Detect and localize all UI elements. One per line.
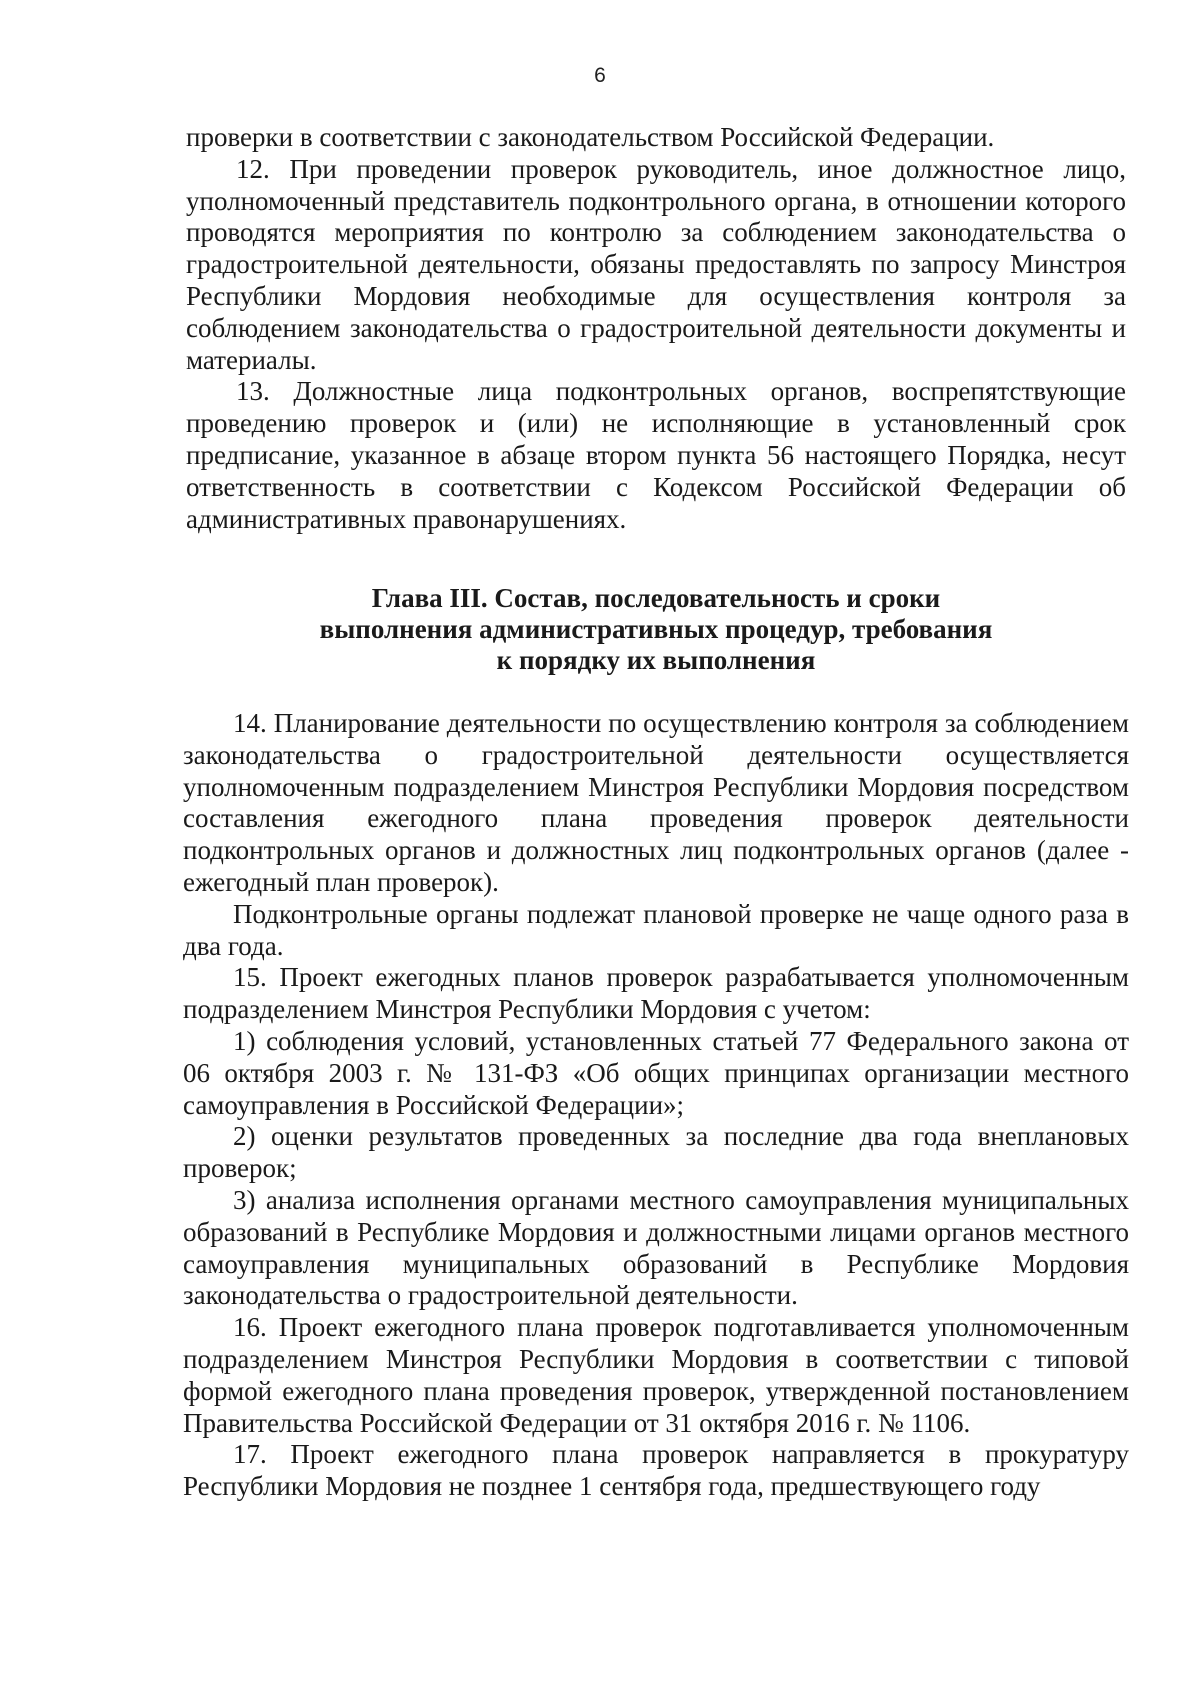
paragraph-subitem-2: 2) оценки результатов проведенных за последние два года внеплановых проверок; bbox=[183, 1121, 1129, 1184]
paragraph-item-15: 15. Проект ежегодных планов проверок разрабатывается уполномоченным подразделением Минстроя Республики Мордовия с учетом: bbox=[183, 962, 1129, 1025]
page-number: 6 bbox=[594, 64, 606, 87]
paragraph-item-12: 12. При проведении проверок руководитель, иное должностное лицо, уполномоченный представитель подконтрольного органа, в отношении которого проводятся мероприятия по контролю за соблюдением законодательства о градостроительной деятельности, обязаны предоставлять по запросу Минстроя Республики Мордовия необходимые для осуществления контроля за соблюдением законодательства о градостроительной деятельности документы и материалы. bbox=[186, 153, 1126, 375]
paragraph-item-17: 17. Проект ежегодного плана проверок направляется в прокуратуру Республики Мордовия не позднее 1 сентября года, предшествующего году bbox=[183, 1439, 1129, 1502]
paragraph-subitem-1: 1) соблюдения условий, установленных статьей 77 Федерального закона от 06 октября 2003 г. № 131-ФЗ «Об общих принципах организации местного самоуправления в Российской Федерации»; bbox=[183, 1025, 1129, 1120]
chapter-heading-line-1: Глава III. Состав, последовательность и сроки bbox=[371, 583, 941, 613]
paragraph-subitem-3: 3) анализа исполнения органами местного самоуправления муниципальных образований в Республике Мордовия и должностными лицами органов местного самоуправления муниципальных образований в Республике Мордовия законодательства о градостроительной деятельности. bbox=[183, 1184, 1129, 1311]
chapter-heading-line-2: выполнения административных процедур, требования bbox=[319, 614, 993, 644]
paragraph-item-16: 16. Проект ежегодного плана проверок подготавливается уполномоченным подразделением Минстроя Республики Мордовия в соответствии с типовой формой ежегодного плана проведения проверок, утвержденной постановлением Правительства Российской Федерации от 31 октября 2016 г. № 1106. bbox=[183, 1312, 1129, 1438]
paragraph-continuation: проверки в соответствии с законодательством Российской Федерации. bbox=[186, 122, 995, 152]
text-block-chapter-3 bbox=[183, 708, 1129, 1503]
paragraph-item-13: 13. Должностные лица подконтрольных органов, воспрепятствующие проведению проверок и (или) не исполняющие в установленный срок предписание, указанное в абзаце втором пункта 56 настоящего Порядка, несут ответственность в соответствии с Кодексом Российской Федерации об административных правонарушениях. bbox=[186, 376, 1126, 534]
chapter-heading bbox=[186, 583, 1126, 676]
text-block-top bbox=[186, 122, 1126, 535]
paragraph-frequency: Подконтрольные органы подлежат плановой проверке не чаще одного раза в два года. bbox=[183, 898, 1129, 961]
paragraph-item-14: 14. Планирование деятельности по осуществлению контроля за соблюдением законодательства о градостроительной деятельности осуществляется уполномоченным подразделением Минстроя Республики Мордовия посредством составления ежегодного плана проведения проверок деятельности подконтрольных органов и должностных лиц подконтрольных органов (далее - ежегодный план проверок). bbox=[183, 708, 1129, 897]
chapter-heading-line-3: к порядку их выполнения bbox=[496, 645, 816, 675]
